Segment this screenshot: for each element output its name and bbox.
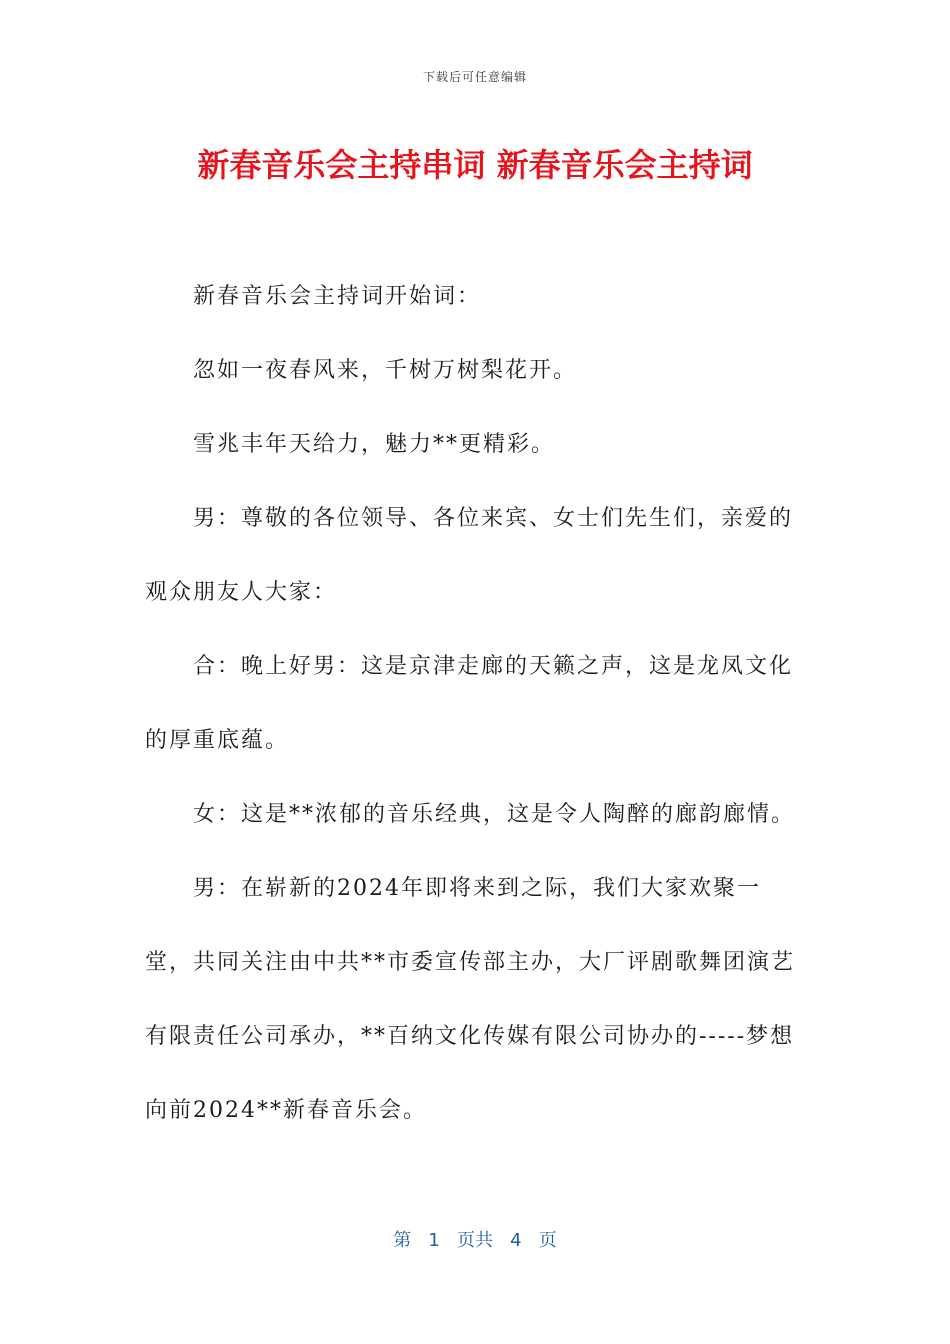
paragraph: 雪兆丰年天给力，魅力**更精彩。: [193, 432, 556, 457]
footer-total-pages: 4: [510, 1230, 522, 1251]
footer-suffix: 页: [538, 1230, 557, 1251]
paragraph: 男：在崭新的2024年即将来到之际，我们大家欢聚一堂，共同关注由中共**市委宣传部主办，大厂评剧歌舞团演艺有限责任公司承办，**百纳文化传媒有限公司协办的-----梦想向前2024**新春音乐会。: [145, 876, 796, 1123]
document-body: [145, 260, 805, 1148]
paragraph: 男：尊敬的各位领导、各位来宾、女士们先生们，亲爱的观众朋友人大家：: [145, 506, 794, 605]
page-footer: [0, 1226, 950, 1252]
paragraph: 忽如一夜春风来，千树万树梨花开。: [193, 358, 578, 383]
footer-current-page: 1: [428, 1230, 440, 1251]
paragraph: 新春音乐会主持词开始词：: [193, 284, 482, 309]
document-title: 新春音乐会主持串词 新春音乐会主持词: [197, 146, 753, 184]
header-note: 下载后可任意编辑: [422, 70, 527, 84]
footer-prefix: 第: [393, 1230, 412, 1251]
footer-middle: 页共: [457, 1230, 493, 1251]
paragraph: 合：晚上好男：这是京津走廊的天籁之声，这是龙凤文化的厚重底蕴。: [145, 654, 794, 753]
paragraph: 女：这是**浓郁的音乐经典，这是令人陶醉的廊韵廊情。: [193, 802, 796, 827]
